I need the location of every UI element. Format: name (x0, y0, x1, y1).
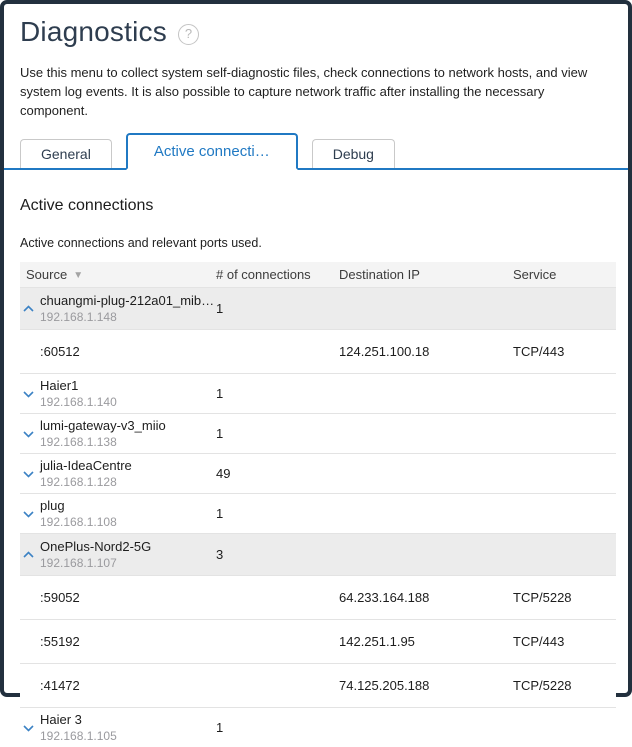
device-ip: 192.168.1.148 (40, 309, 117, 324)
device-ip: 192.168.1.128 (40, 474, 117, 489)
port-row (20, 663, 616, 707)
source-port: :41472 (40, 678, 80, 693)
device-ip: 192.168.1.108 (40, 514, 117, 529)
device-row[interactable] (20, 533, 616, 575)
connections-count: 49 (216, 466, 231, 481)
chevron-down-icon[interactable] (22, 430, 35, 438)
source-cell (20, 712, 216, 744)
section-heading: Active connections (20, 197, 154, 214)
device-ip: 192.168.1.138 (40, 434, 117, 449)
source-cell (20, 539, 216, 571)
connections-count: 1 (216, 506, 224, 521)
service: TCP/5228 (513, 590, 572, 605)
chevron-down-icon[interactable] (22, 510, 35, 518)
chevron-up-icon[interactable] (22, 305, 35, 313)
chevron-down-icon[interactable] (22, 390, 35, 398)
connections-count: 1 (216, 301, 224, 316)
destination-ip: 74.125.205.188 (339, 678, 430, 693)
device-ip: 192.168.1.105 (40, 728, 117, 743)
device-name: lumi-gateway-v3_miio (40, 417, 166, 433)
device-row[interactable] (20, 373, 616, 413)
device-row[interactable] (20, 707, 616, 747)
tab-general[interactable]: General (20, 139, 112, 168)
table-rows (20, 287, 616, 747)
table-header-row (20, 262, 616, 287)
connections-count: 1 (216, 720, 224, 735)
device-name: Haier 3 (40, 711, 82, 727)
device-ip: 192.168.1.140 (40, 394, 117, 409)
column-header-destination-ip: Destination IP (339, 267, 420, 282)
service: TCP/5228 (513, 678, 572, 693)
port-row (20, 619, 616, 663)
chevron-down-icon[interactable] (22, 470, 35, 478)
tab-active-connections[interactable]: Active connecti… (126, 133, 298, 170)
help-icon[interactable]: ? (178, 24, 199, 45)
tab-bar (4, 133, 628, 170)
destination-ip: 64.233.164.188 (339, 590, 430, 605)
source-cell (20, 458, 216, 490)
sort-descending-icon: ▼ (73, 270, 84, 281)
service: TCP/443 (513, 344, 565, 359)
destination-ip: 124.251.100.18 (339, 344, 430, 359)
page-description: Use this menu to collect system self-diagnostic files, check connections to network hosts, and view system log events. It is also possible to capture network traffic after installing the necessary component. (20, 65, 588, 118)
port-row (20, 329, 616, 373)
source-cell (20, 293, 216, 325)
page-header (20, 16, 612, 48)
device-name: julia-IdeaCentre (40, 457, 132, 473)
device-row[interactable] (20, 493, 616, 533)
connections-count: 1 (216, 386, 224, 401)
chevron-up-icon[interactable] (22, 551, 35, 559)
column-header-connections: # of connections (216, 267, 311, 282)
destination-ip: 142.251.1.95 (339, 634, 415, 649)
connections-count: 1 (216, 426, 224, 441)
port-row (20, 575, 616, 619)
chevron-down-icon[interactable] (22, 724, 35, 732)
device-name: plug (40, 497, 65, 513)
source-cell (20, 378, 216, 410)
page-title: Diagnostics (20, 16, 167, 47)
tab-debug[interactable]: Debug (312, 139, 395, 168)
device-row[interactable] (20, 453, 616, 493)
device-ip: 192.168.1.107 (40, 555, 117, 570)
connections-table (20, 262, 616, 747)
column-header-service: Service (513, 267, 557, 282)
device-name: Haier1 (40, 377, 79, 393)
device-name: chuangmi-plug-212a01_mib… (40, 292, 215, 308)
source-port: :60512 (40, 344, 80, 359)
source-port: :55192 (40, 634, 80, 649)
connections-count: 3 (216, 547, 224, 562)
service: TCP/443 (513, 634, 565, 649)
source-cell (20, 418, 216, 450)
section-subheading: Active connections and relevant ports used. (20, 236, 262, 250)
device-row[interactable] (20, 413, 616, 453)
column-header-source[interactable]: Source ▼ (26, 267, 84, 282)
device-row[interactable] (20, 287, 616, 329)
device-name: OnePlus-Nord2-5G (40, 538, 152, 554)
source-cell (20, 498, 216, 530)
source-port: :59052 (40, 590, 80, 605)
